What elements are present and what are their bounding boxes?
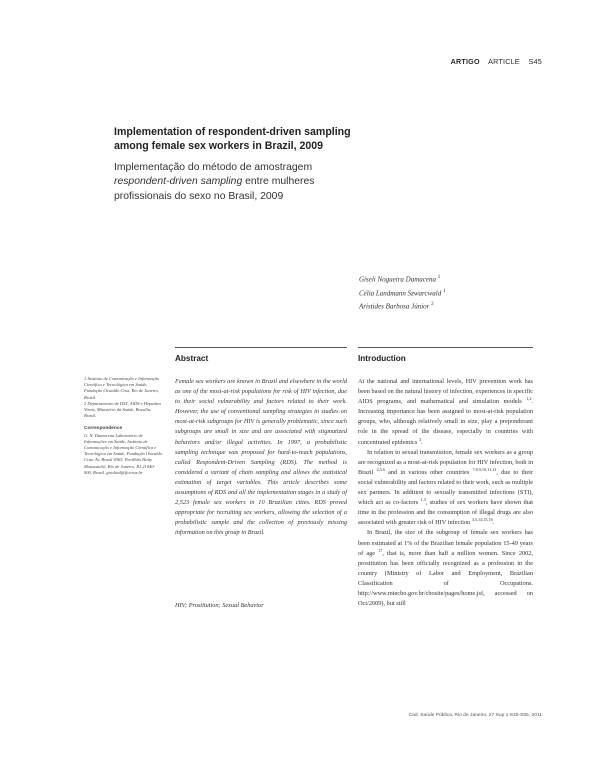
page-number: S45 (528, 57, 542, 66)
correspondence-text: G. N. Damacena Laboratório de Informações em Saúde, Instituto de Comunicação e Informação Científica e Tecnológica em Saúde, Fundação Oswaldo Cruz. Av. Brasil 4365, Pavilhão Haity Moussatché, Rio de Janeiro, RJ 21040-900, Brasil. gisolind@fiocruz.br (84, 432, 162, 475)
article-title-portuguese (114, 161, 364, 204)
keywords: HIV; Prostitution; Sexual Behavior (175, 602, 264, 609)
correspondence-label: Correspondence (84, 426, 123, 432)
abstract-heading: Abstract (175, 354, 209, 363)
section-label-pt: ARTIGO (450, 57, 480, 66)
article-title-english: Implementation of respondent-driven sampling among female sex workers in Brazil, 2009 (114, 126, 351, 152)
title-pt-part-1: Implementação do método de amostragem (114, 162, 313, 173)
title-pt-italic: respondent-driven sampling (114, 176, 243, 188)
affiliations-sidebar (84, 376, 162, 476)
affiliation-2: 2 Departamento de DST, AIDS e Hepatites Virais, Ministério da Saúde, Brasília, Brasil. (84, 400, 161, 419)
section-label-en: ARTICLE (488, 57, 520, 66)
author: Aristides Barbosa Júnior $^2$ (359, 302, 434, 311)
journal-citation-footer: Cad. Saúde Pública, Rio de Janeiro, 27 Sup 1:S45-S55, 2011 (408, 713, 542, 718)
introduction-rule (358, 347, 533, 348)
intro-paragraph-3: In Brazil, the size of the subgroup of female sex workers has been estimated at 1% of the Brazilian female population 15-49 years of age $^{17}$, that is, more than half a million women. Since 2002, prostitution has been officially recognized as a profession in the country (Ministry of Labor and Employment, Brazilian Classification of Occupations. http://www.mtecbo.gov.br/cbosite/pages/home.jsf, accessed on Oct/2009), but still (358, 529, 533, 608)
abstract-text: Female sex workers are known in Brazil and elsewhere in the world as one of the most-at-risk populations for risk of HIV infection, due to their social vulnerability and factors related to their work. However, the use of conventional sampling strategies in studies on most-at-risk subgroups for HIV is generally problematic, since such subgroups are small in size and are associated with stigmatized behaviors and/or illegal activities. In 1997, a probabilistic sampling technique was proposed for hard-to-reach populations, called Respondent-Driven Sampling (RDS). The method is considered a variant of chain sampling and allows the statistical estimation of target variables. This article describes some assumptions of RDS and all the implementation stages in a study of 2,523 female sex workers in 10 Brazilian cities. RDS proved appropriate for recruiting sex workers, allowing the selection of a probabilistic sample and the collection of previously missing information on this group in Brazil. (175, 378, 347, 537)
introduction-body (358, 377, 533, 609)
affiliation-1: 1 Instituto de Comunicação e Informação Científica e Tecnológica em Saúde, Fundação Oswaldo Cruz, Rio de Janeiro, Brasil. (84, 376, 160, 400)
title-pt-part-2: entre mulheres profissionais do sexo no Brasil, 2009 (114, 176, 315, 202)
author: Giseli Nogueira Damacena $^1$ (359, 275, 441, 284)
introduction-heading: Introduction (358, 354, 406, 363)
author: Célia Landmann Szwarcwald $^1$ (359, 288, 446, 297)
author-list (359, 272, 559, 313)
journal-header (451, 57, 542, 66)
intro-paragraph-1: At the national and international levels, HIV prevention work has been based on the natural history of infection, experiences in specific AIDS programs, and mathematical and simulation models $^{1,2}$. Increasing importance has been assigned to most-at-risk population groups, who, although relatively small in size, play a preponderant role in the spread of the disease, especially in countries with concentrated epidemics $^3$. (358, 378, 533, 446)
intro-paragraph-2: In relation to sexual transmission, female sex workers as a group are recognized as a most-at-risk population for HIV infection, both in Brazil $^{4,5,6}$ and in various other countries $^{7,8,9,10,11,12}$, due to their social vulnerability and factors related to their work, such as multiple sex partners. In addition to sexually transmitted infections (STI), which act as co-factors $^{1,3}$, studies of sex workers have shown that time in the profession and the consumption of illegal drugs are also associated with greater risk of HIV infection $^{4,5,14,15,16}$. (358, 448, 533, 527)
abstract-rule (175, 347, 347, 348)
